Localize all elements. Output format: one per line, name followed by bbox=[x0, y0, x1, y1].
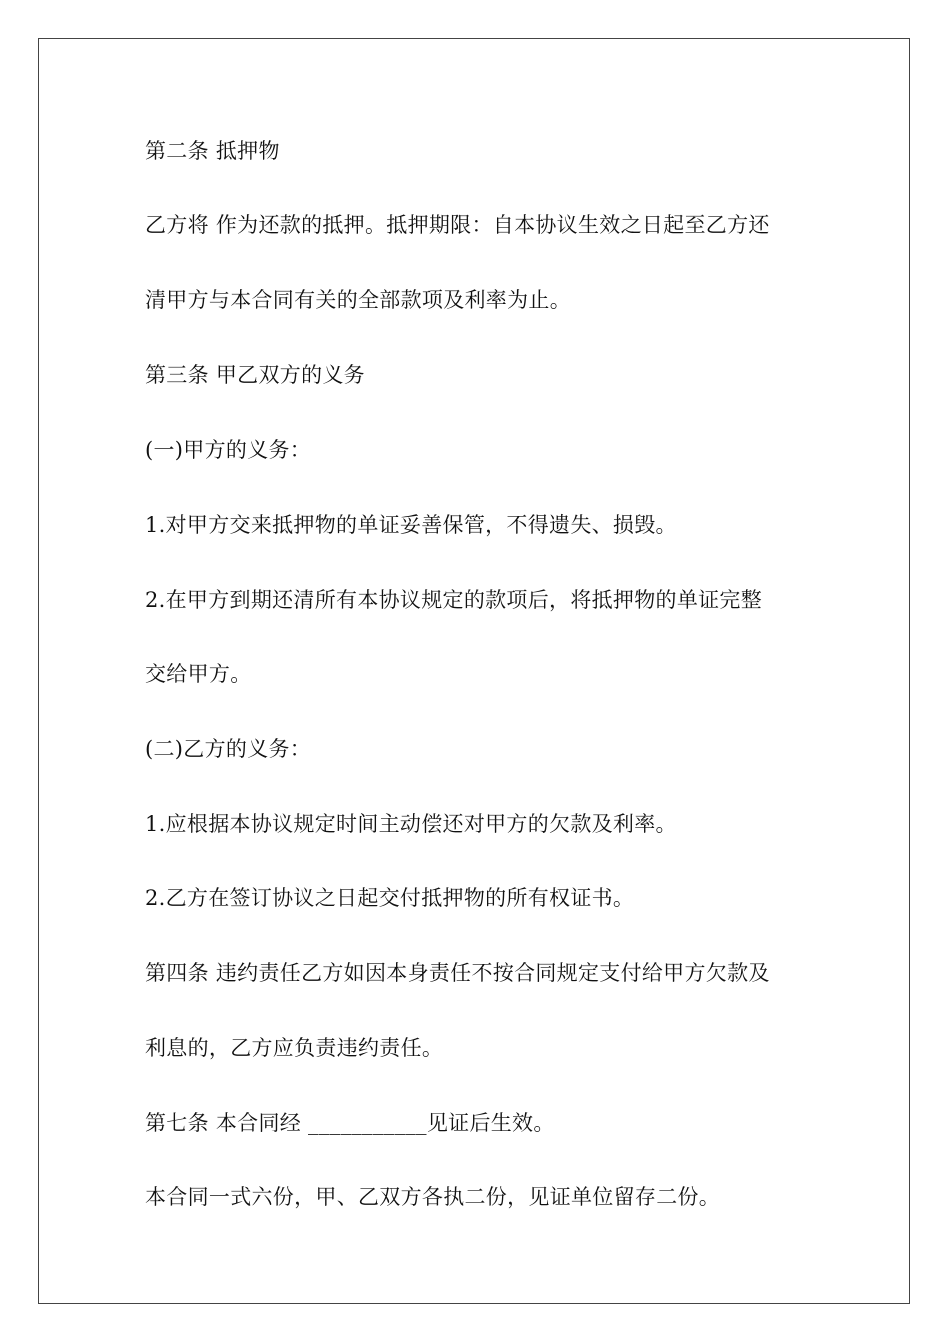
article-2-heading: 第二条 抵押物 bbox=[145, 139, 280, 163]
party-a-obligation-2-line-1: 2.在甲方到期还清所有本协议规定的款项后，将抵押物的单证完整 bbox=[145, 588, 763, 612]
party-b-obligation-1: 1.应根据本协议规定时间主动偿还对甲方的欠款及利率。 bbox=[145, 812, 677, 836]
party-a-obligation-2-line-2: 交给甲方。 bbox=[145, 662, 252, 686]
article-2-text-line-2: 清甲方与本合同有关的全部款项及利率为止。 bbox=[145, 288, 571, 312]
article-7-text: 第七条 本合同经 ___________见证后生效。 bbox=[145, 1111, 555, 1135]
article-2-text-line-1: 乙方将 作为还款的抵押。抵押期限：自本协议生效之日起至乙方还 bbox=[145, 213, 770, 237]
article-4-line-2: 利息的，乙方应负责违约责任。 bbox=[145, 1036, 444, 1060]
party-b-obligations-heading: (二)乙方的义务： bbox=[145, 737, 312, 761]
party-b-obligation-2: 2.乙方在签订协议之日起交付抵押物的所有权证书。 bbox=[145, 886, 635, 910]
article-3-heading: 第三条 甲乙双方的义务 bbox=[145, 363, 365, 387]
copies-clause: 本合同一式六份，甲、乙双方各执二份，见证单位留存二份。 bbox=[145, 1185, 721, 1209]
party-a-obligations-heading: (一)甲方的义务： bbox=[145, 438, 312, 462]
party-a-obligation-1: 1.对甲方交来抵押物的单证妥善保管，不得遗失、损毁。 bbox=[145, 513, 677, 537]
article-4-line-1: 第四条 违约责任乙方如因本身责任不按合同规定支付给甲方欠款及 bbox=[145, 961, 770, 985]
